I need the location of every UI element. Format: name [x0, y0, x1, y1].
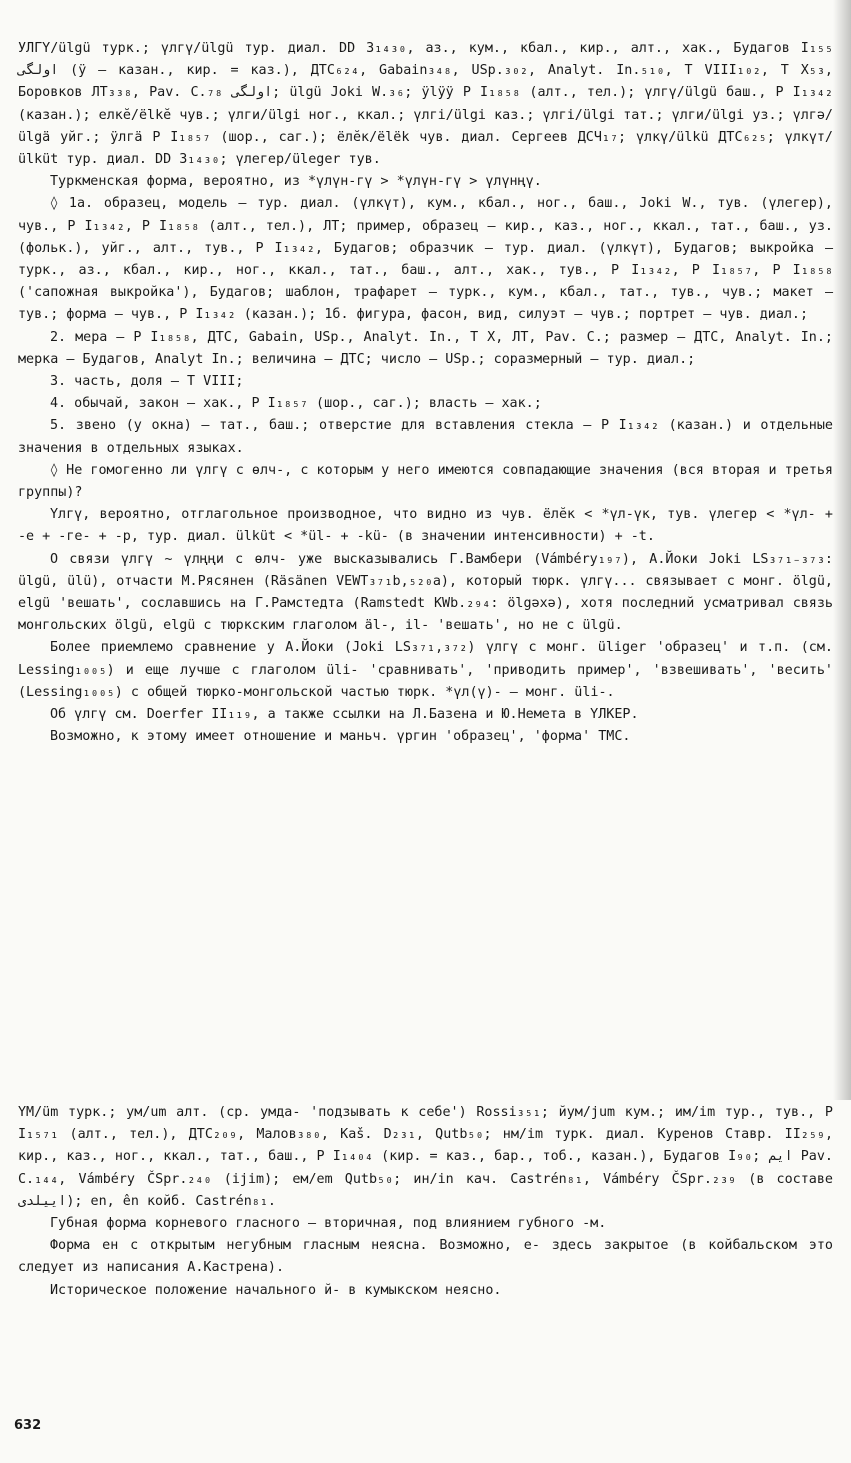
entry-ulgu-meanings-4: 4. обычай, закон – хак., P I₁₈₅₇ (шор., саг.); власть – хак.;: [50, 396, 542, 412]
entry-ulgu-meanings-5: 5. звено (у окна) – тат., баш.; отверстие для вставления стекла – P I₁₃₄₂ (казан.) и отдельные значения в отдельных языках.: [18, 418, 833, 456]
entry-ulgu-paragraph: Туркменская форма, вероятно, из *үлүн-гү > *үлүн-гү > үлүнңү.: [50, 174, 542, 190]
entry-ulgu-paragraph: Более приемлемо сравнение у А.Йоки (Joki LS₃₇₁,₃₇₂) үлгү с монг. üliger 'образец' и т.п. (см. Lessing₁₀₀₅) и еще лучше с глаголом üli- 'сравнивать', 'приводить пример', 'взвешивать', 'весить' (Lessing₁₀₀₅) с общей тюрко-монгольской частью тюрк. *үл(ү)- – монг. üli-.: [18, 640, 833, 700]
page-number: 632: [14, 1418, 42, 1433]
entry-ulgu-meanings-2: 2. мера – P I₁₈₅₈, ДТС, Gabain, USp., Analyt. In., T X, ЛТ, Pav. C.; размер – ДТС, Analyt. In.; мерка – Будагов, Analyt In.; величина – ДТС; число – USp.; соразмерный – тур. диал.;: [18, 329, 833, 367]
entry-um-paragraph: Губная форма корневого гласного – вторичная, под влиянием губного -м.: [50, 1216, 607, 1232]
entry-ulgu-paragraph: Об үлгү см. Doerfer II₁₁₉, а также ссылки на Л.Базена и Ю.Немета в ҮЛКЕР.: [50, 707, 639, 723]
entry-ulgu-head: УЛГҮ/ülgü турк.; үлгү/ülgü тур. диал. DD 3₁₄₃₀, аз., кум., кбал., кир., алт., хак., Будагов I₁₅₅ اولگی (ÿ – казан., кир. = каз.), ДТС₆₂₄, Gabain₃₄₈, USp.₃₀₂, Analyt. In.₅₁₀, T VIII₁₀₂, T X₅₃, Боровков ЛТ₃₃₈, Pav. C.₇₈ اولگی; ülgü Joki W.₃₆; ÿlÿÿ P I₁₈₅₈ (алт., тел.); үлгү/ülgü баш., P I₁₃₄₂ (казан.); елкĕ/ëlkĕ чув.; үлги/ülgi ног., ккал.; үлгі/ülgi каз.; үлгі/ülgi тат.; үлги/ülgi уз.; үлгә/ülgä уйг.; ÿлгä P I₁₈₅₇ (шор., саг.); ёлĕк/ëlëk чув. диал. Сергеев ДСЧ₁₇; үлкү/ülkü ДТС₆₂₅; үлкүт/ülküt тур. диал. DD 3₁₄₃₀; үлегер/üleger тув.: [18, 41, 833, 168]
entry-ulgu-meanings-1: ◊ 1а. образец, модель – тур. диал. (үлкүт), кум., кбал., ног., баш., Joki W., тув. (үлегер), чув., P I₁₃₄₂, P I₁₈₅₈ (алт., тел.), ЛТ; пример, образец – кир., каз., ног., ккал., тат., баш., уз. (фольк.), уйг., алт., тув., P I₁₃₄₂, Будагов; образчик – тур. диал. (үлкүт), Будагов; выкройка – турк., аз., кбал., кир., ног., ккал., тат., баш., алт., хак., тув., P I₁₃₄₂, P I₁₈₅₇, P I₁₈₅₈ ('сапожная выкройка'), Будагов; шаблон, трафарет – турк., кум., кбал., тат., тув., чув.; макет – тув.; форма – чув., P I₁₃₄₂ (казан.); 1б. фигура, фасон, вид, силуэт – чув.; портрет – чув. диал.;: [18, 196, 833, 323]
entry-ulgu-paragraph: О связи үлгү ~ үлңңи с өлч- уже высказывались Г.Вамбери (Vámbéry₁₉₇), А.Йоки Joki LS₃₇₁₋₃₇₃: ülgü, ülü), отчасти М.Рясянен (Räsänen VEWT₃₇₁b,₅₂₀a), который тюрк. үлгү... связывает с монг. ölgü, elgü 'вешать', сославшись на Г.Рамстедта (Ramstedt KWb.₂₉₄: ölgəxə), хотя последний усматривал связь монгольских ölgü, elgü с тюркским глаголом äl-, il- 'вешать', но не с ülgü.: [18, 551, 833, 634]
scan-edge-shadow: [833, 0, 851, 1100]
entry-um-head: ҮМ/üm турк.; ум/um алт. (ср. умда- 'подзывать к себе') Rossi₃₅₁; йум/jum кум.; им/im тур., тув., P I₁₅₇₁ (алт., тел.), ДТС₂₀₉, Малов₃₈₀, Kaš. D₂₃₁, Qutb₅₀; нм/im турк. диал. Куренов Ставр. II₂₅₉, кир., каз., ног., ккал., тат., баш., P I₁₄₀₄ (кир. = каз., бар., тоб., казан.), Будагов I₉₀; ایم Pav. C.₁₄₄, Vámbéry ČSpr.₂₄₀ (ijim); ем/em Qutb₅₀; ин/in кач. Castrén₈₁, Vámbéry ČSpr.₂₃₉ (в составе اییلدی); en, ên койб. Castrén₈₁.: [18, 1105, 833, 1209]
entry-ulgu-paragraph: Возможно, к этому имеет отношение и маньч. үргин 'образец', 'форма' ТМС.: [50, 729, 631, 745]
entry-ulgu-meanings-3: 3. часть, доля – T VIII;: [50, 374, 244, 390]
entry-ulgu-paragraph: ◊ Не гомогенно ли үлгү с өлч-, с которым у него имеются совпадающие значения (вся вторая и третья группы)?: [18, 462, 833, 501]
entry-ulgu: [18, 38, 833, 749]
entry-um-paragraph: Историческое положение начального й- в кумыкском неясно.: [50, 1282, 502, 1298]
entry-um-paragraph: Форма ен с открытым негубным гласным неясна. Возможно, е- здесь закрытое (в койбальском это следует из написания А.Кастрена).: [18, 1238, 833, 1276]
entry-ulgu-paragraph: Үлгү, вероятно, отглагольное производное, что видно из чув. ёлĕк < *үл-үк, тув. үлегер < *үл- + -е + -ге- + -р, тур. диал. ülküt < *ül- + -kü- (в значении интенсивности) + -t.: [18, 507, 833, 545]
entry-um: [18, 1102, 833, 1302]
